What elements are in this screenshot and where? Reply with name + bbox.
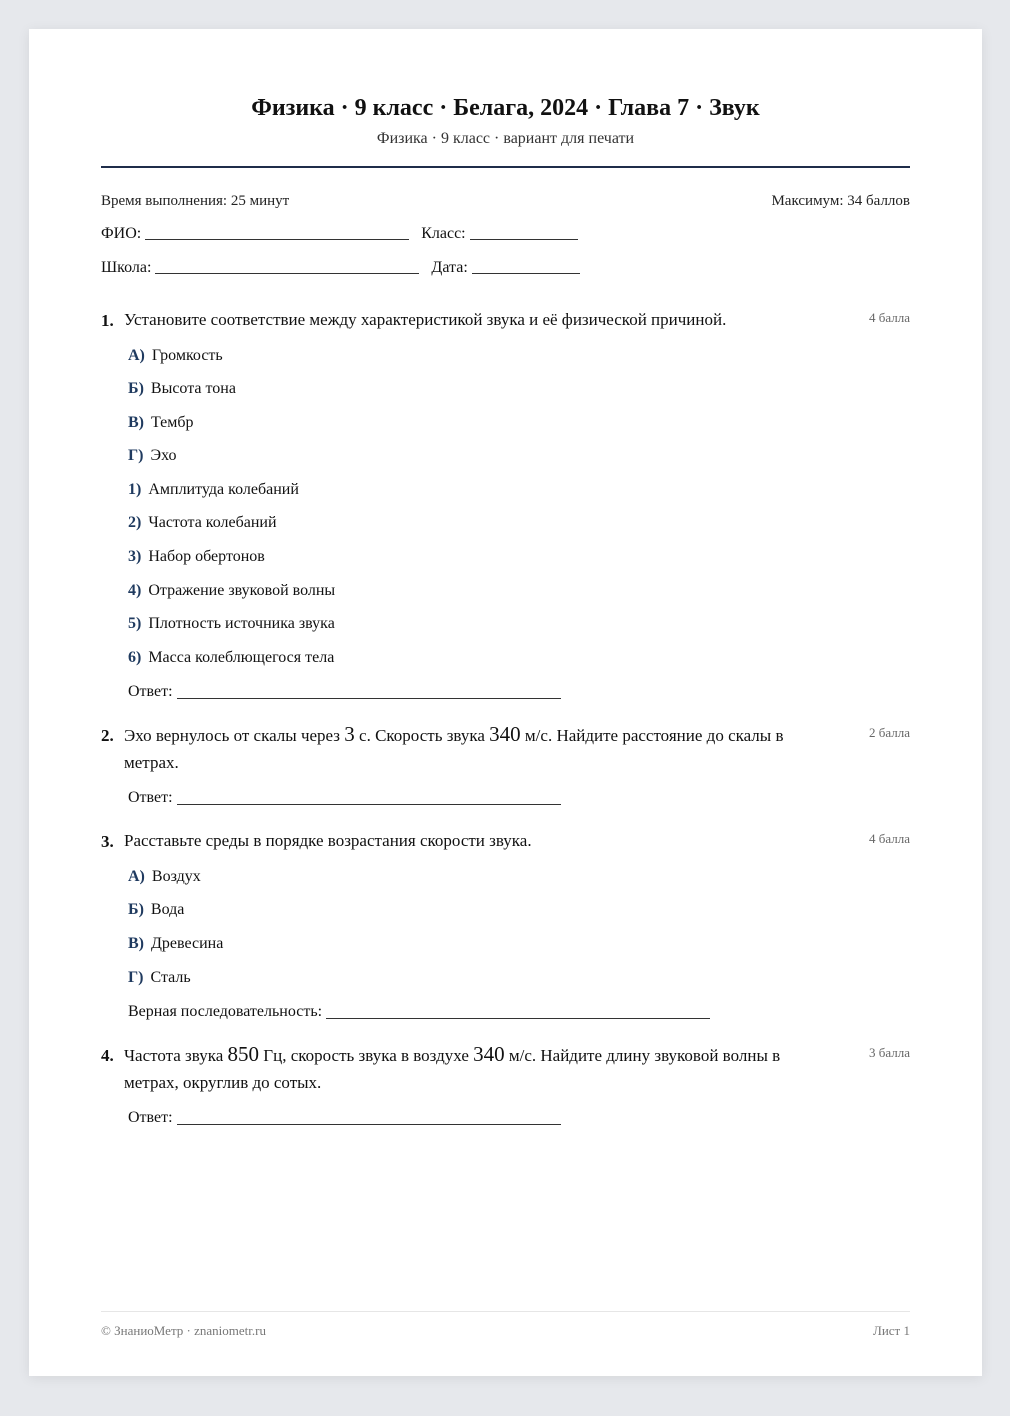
footer-divider (101, 1311, 910, 1312)
fio-input-line[interactable] (145, 239, 409, 240)
answer-label: Ответ: (128, 1109, 173, 1126)
time-limit: Время выполнения: 25 минут (101, 193, 290, 209)
option-item: В) Тембр (128, 414, 194, 431)
option-item: Г) Эхо (128, 447, 177, 464)
option-item: 4) Отражение звуковой волны (128, 582, 336, 599)
option-item: А) Воздух (128, 868, 201, 885)
worksheet-page (29, 29, 982, 1376)
footer-copyright: © ЗнаниоМетр · znaniometr.ru (101, 1323, 266, 1338)
answer-row (128, 683, 561, 701)
fio-label: ФИО: (101, 225, 142, 242)
class-input-line[interactable] (470, 239, 578, 240)
answer-row (128, 789, 561, 807)
date-input-line[interactable] (472, 273, 580, 274)
answer-row (128, 1109, 561, 1127)
question-number: 2. (101, 726, 114, 745)
question-number: 3. (101, 832, 114, 851)
answer-label: Ответ: (128, 789, 173, 806)
answer-input-line[interactable] (177, 698, 561, 699)
question-text: Расставьте среды в порядке возрастания скорости звука. (124, 831, 532, 850)
question-points: 3 балла (869, 1045, 910, 1060)
date-label: Дата: (431, 259, 468, 276)
question-text: Частота звука 850 Гц, скорость звука в воздухе 340 м/с. Найдите длину звуковой волны в метрах, округлив до сотых. (124, 1042, 781, 1092)
answer-input-line[interactable] (326, 1018, 710, 1019)
header-divider (101, 166, 910, 168)
option-item: Б) Вода (128, 901, 185, 918)
option-item: 6) Масса колеблющегося тела (128, 649, 335, 666)
answer-label: Ответ: (128, 683, 173, 700)
page-subtitle: Физика · 9 класс · вариант для печати (376, 130, 635, 147)
option-item: 2) Частота колебаний (128, 514, 277, 531)
option-item: 1) Амплитуда колебаний (128, 481, 299, 498)
school-label: Школа: (101, 259, 152, 276)
school-date-row (101, 259, 580, 277)
question-points: 4 балла (869, 831, 910, 846)
class-label: Класс: (421, 225, 466, 242)
option-item: Г) Сталь (128, 969, 191, 986)
school-input-line[interactable] (155, 273, 419, 274)
option-item: В) Древесина (128, 935, 224, 952)
question-text: Установите соответствие между характеристикой звука и её физической причиной. (124, 310, 727, 329)
answer-row (128, 1003, 710, 1021)
answer-input-line[interactable] (177, 1124, 561, 1125)
question-text: Эхо вернулось от скалы через 3 с. Скорость звука 340 м/с. Найдите расстояние до скалы в метрах. (124, 722, 784, 772)
option-item: 5) Плотность источника звука (128, 615, 335, 632)
max-score: Максимум: 34 баллов (771, 193, 910, 209)
question-number: 4. (101, 1046, 114, 1065)
fio-class-row (101, 225, 578, 243)
question-number: 1. (101, 311, 114, 330)
option-item: Б) Высота тона (128, 380, 236, 397)
question-points: 4 балла (869, 310, 910, 325)
option-item: А) Громкость (128, 347, 223, 364)
option-item: 3) Набор обертонов (128, 548, 265, 565)
footer-page-number: Лист 1 (873, 1323, 910, 1338)
page-title: Физика · 9 класс · Белага, 2024 · Глава 7 · Звук (251, 95, 760, 121)
answer-input-line[interactable] (177, 804, 561, 805)
answer-label: Верная последовательность: (128, 1003, 323, 1020)
question-points: 2 балла (869, 725, 910, 740)
